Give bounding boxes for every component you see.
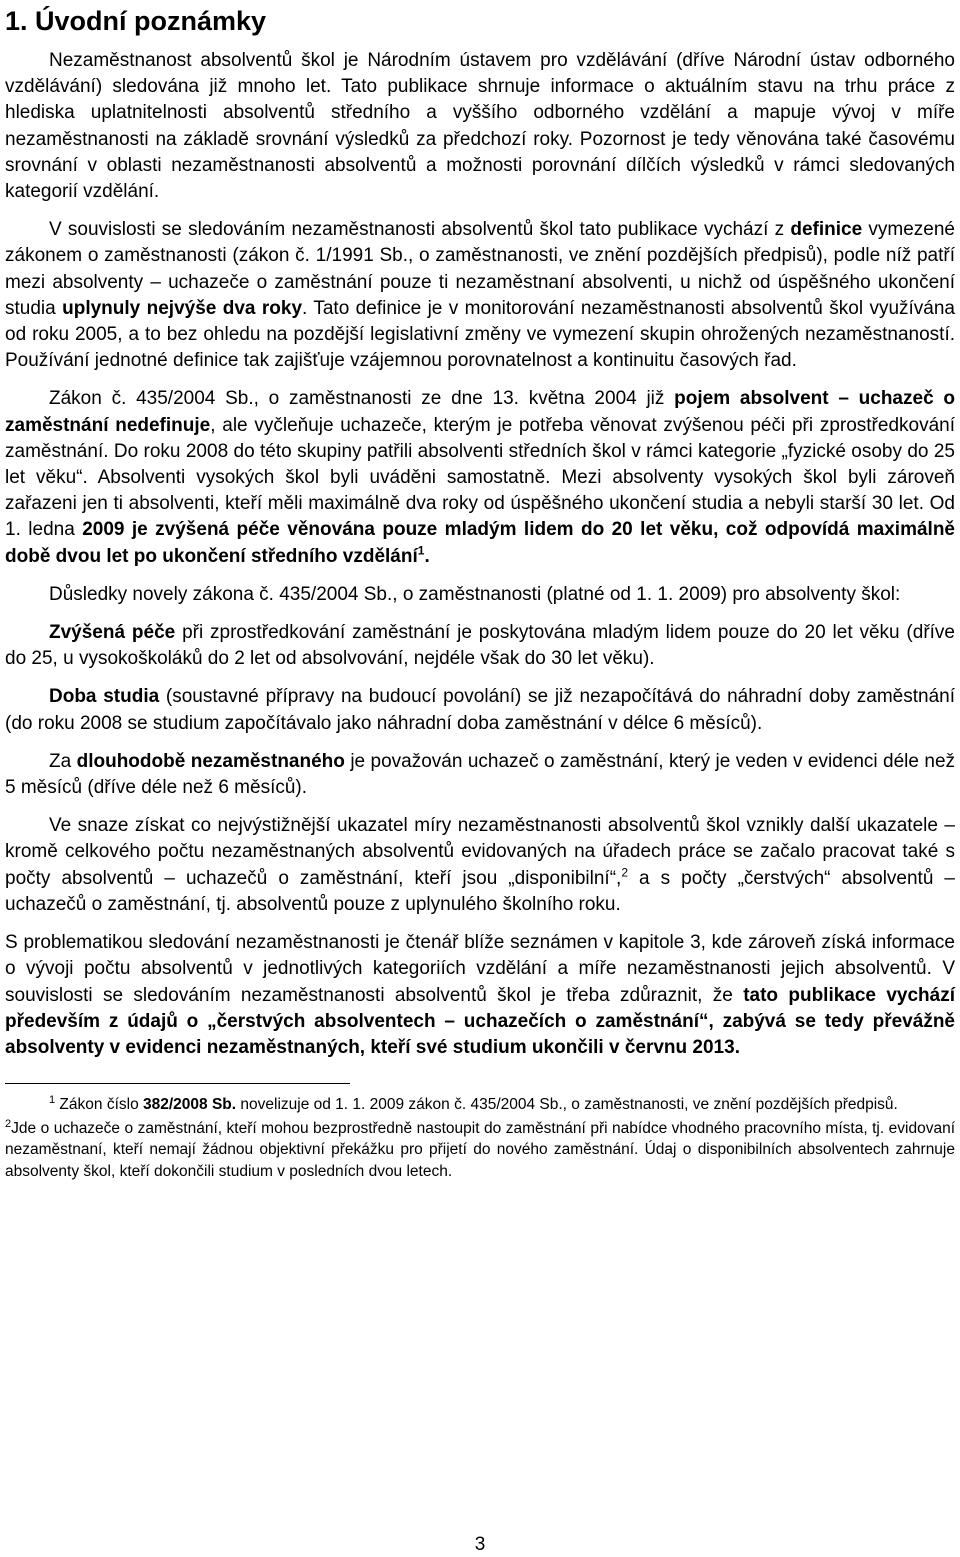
paragraph-4: Důsledky novely zákona č. 435/2004 Sb., o zaměstnanosti (platné od 1. 1. 2009) pro absolventy škol: [49, 583, 901, 605]
footnote-ref-2[interactable]: 2 [621, 865, 628, 880]
paragraph-8: Ve snaze získat co nejvýstižnější ukazatel míry nezaměstnanosti absolventů škol vznikly další ukazatele – kromě celkového počtu nezaměstnaných absolventů evidovaných na úřadech práce se začalo pracovat také s počty absolventů – uchazečů o zaměstnání, kteří jsou „disponibilní“,$^2$ a s počty „čerstvých“ absolventů – uchazečů o zaměstnání, tj. absolventů pouze z uplynulého školního roku. [5, 815, 956, 915]
paragraph-9: S problematikou sledování nezaměstnanosti je čtenář blíže seznámen v kapitole 3, kde zároveň získá informace o vývoji počtu absolventů v jednotlivých kategoriích vzdělání a míře nezaměstnanosti jejich absolventů. V souvislosti se sledováním nezaměstnanosti absolventů škol je třeba zdůraznit, že tato publikace vychází především z údajů o „čerstvých absolventech – uchazečích o zaměstnání“, zabývá se tedy převážně absolventy v evidenci nezaměstnaných, kteří své studium ukončili v červnu 2013. [5, 932, 955, 1058]
body-text [5, 48, 955, 1061]
paragraph-3: Zákon č. 435/2004 Sb., o zaměstnanosti ze dne 13. května 2004 již pojem absolvent – uchazeč o zaměstnání nedefinuje, ale vyčleňuje uchazeče, kterým je potřeba věnovat zvýšenou péči při zprostředkování zaměstnání. Do roku 2008 do této skupiny patřili absolventi středních škol v rámci kategorie „fyzické osoby do 25 let věku“. Absolventi vysokých škol byli uváděni samostatně. Mezi absolventy vysokých škol byli zároveň zařazeni jen ti absolventi, kteří měli maximálně dva roky od úspěšného ukončení studia a nebyli starší 30 let. Od 1. ledna 2009 je zvýšená péče věnována pouze mladým lidem do 20 let věku, což odpovídá maximálně době dvou let po ukončení středního vzdělání$^1$. [5, 388, 955, 567]
paragraph-6: Doba studia (soustavné přípravy na budoucí povolání) se již nezapočítává do náhradní doby zaměstnání (do roku 2008 se studium započítávalo jako náhradní doba zaměstnání v délce 6 měsíců). [5, 686, 955, 734]
footnote-2: $^2$Jde o uchazeče o zaměstnání, kteří mohou bezprostředně nastoupit do zaměstnání při nabídce vhodného pracovního místa, tj. evidovaní nezaměstnaní, kteří nemají žádnou objektivní překážku pro přijetí do nového zaměstnání. Údaj o disponibilních absolventech zahrnuje absolventy škol, kteří dokončili studium v posledních dvou letech. [5, 1117, 955, 1180]
document-page [5, 0, 955, 1184]
footnote-1: $^1$ Zákon číslo 382/2008 Sb. novelizuje od 1. 1. 2009 zákon č. 435/2004 Sb., o zaměstnanosti, ve znění pozdějších předpisů. [49, 1093, 898, 1114]
footnote-divider [5, 1083, 350, 1084]
paragraph-2: V souvislosti se sledováním nezaměstnanosti absolventů škol tato publikace vychází z definice vymezené zákonem o zaměstnanosti (zákon č. 1/1991 Sb., o zaměstnanosti, ve znění pozdějších předpisů), podle níž patří mezi absolventy – uchazeče o zaměstnání pouze ti nezaměstnaní absolventi, u nichž od úspěšného ukončení studia uplynuly nejvýše dva roky. Tato definice je v monitorování nezaměstnanosti absolventů škol využívána od roku 2005, a to bez ohledu na pozdější legislativní změny ve vymezení skupin ohrožených nezaměstnaností. Používání jednotné definice tak zajišťuje vzájemnou porovnatelnost a kontinuitu časových řad. [5, 219, 956, 372]
paragraph-5: Zvýšená péče při zprostředkování zaměstnání je poskytována mladým lidem pouze do 20 let věku (dříve do 25, u vysokoškoláků do 2 let od absolvování, nejdéle však do 30 let věku). [5, 622, 955, 670]
page-title: 1. Úvodní poznámky [5, 6, 267, 36]
paragraph-7: Za dlouhodobě nezaměstnaného je považován uchazeč o zaměstnání, který je veden v evidenci déle než 5 měsíců (dříve déle než 6 měsíců). [5, 750, 956, 799]
paragraph-1: Nezaměstnanost absolventů škol je Národním ústavem pro vzdělávání (dříve Národní ústav odborného vzdělávání) sledována již mnoho let. Tato publikace shrnuje informace o aktuálním stavu na trhu práce z hlediska uplatnitelnosti absolventů středního a vyššího odborného vzdělání a mapuje vývoj v míře nezaměstnanosti na základě srovnání výsledků za předchozí roky. Pozornost je tedy věnována také časovému srovnání v oblasti nezaměstnanosti absolventů a možnosti porovnání dílčích výsledků v rámci sledovaných kategorií vzdělání. [5, 50, 955, 203]
footnote-ref-1[interactable]: 1 [417, 543, 425, 558]
page-number: 3 [474, 1534, 486, 1555]
